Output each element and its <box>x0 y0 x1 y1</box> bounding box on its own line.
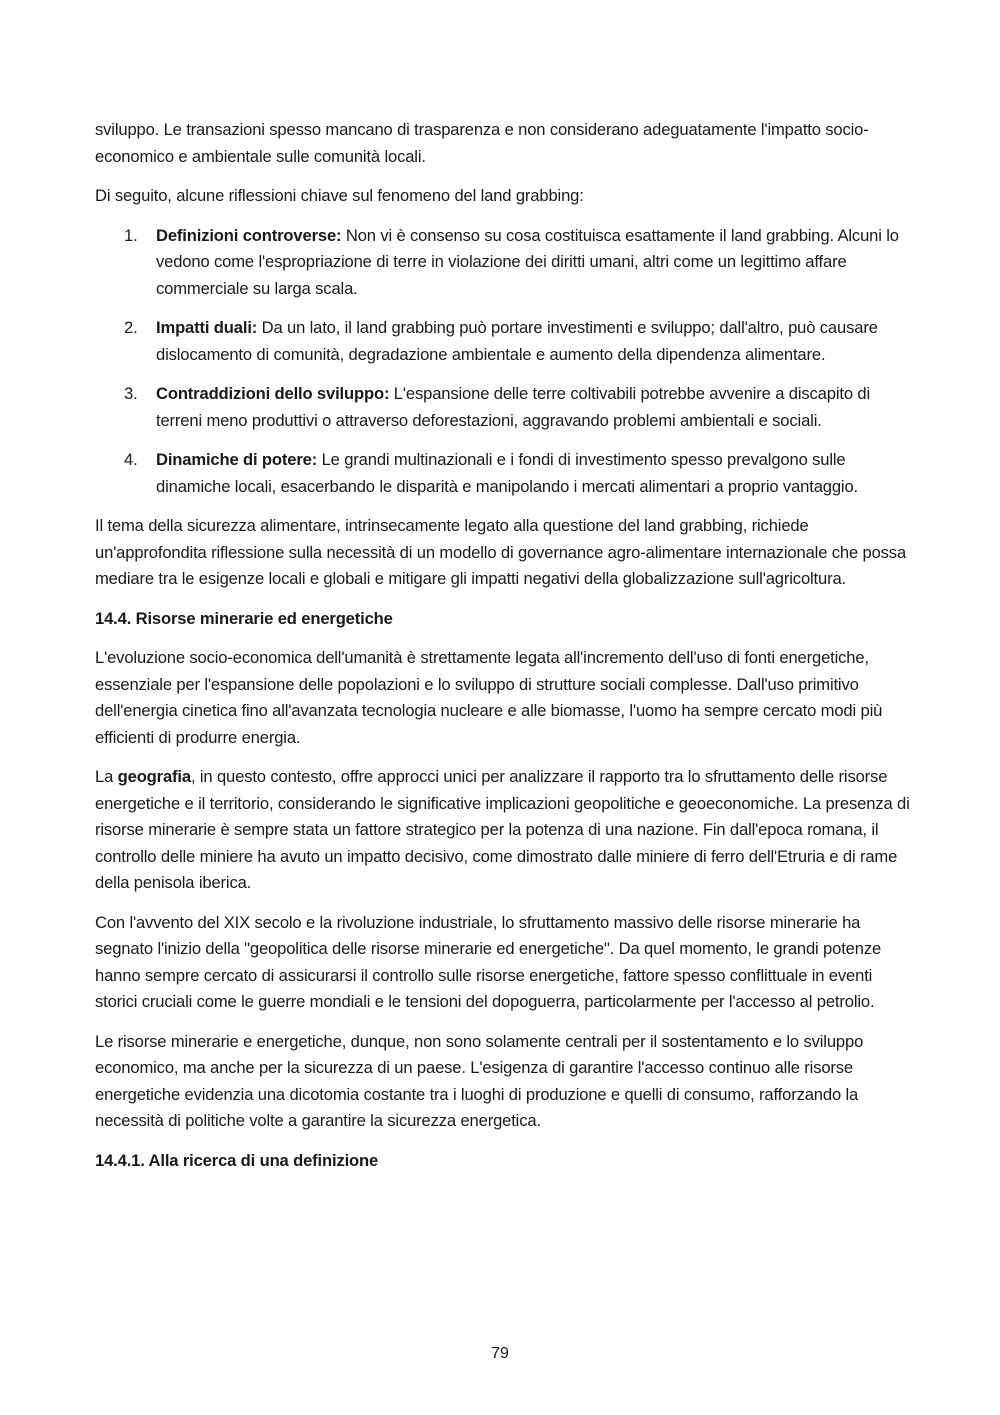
list-term: Impatti duali: <box>156 318 258 337</box>
reflections-list <box>95 223 910 501</box>
page-number: 79 <box>491 1345 509 1362</box>
geo-bold: geografia <box>117 767 191 786</box>
list-term: Dinamiche di potere: <box>156 450 318 469</box>
paragraph-evolution: L'evoluzione socio-economica dell'umanità è strettamente legata all'incremento dell'uso di fonti energetiche, essenziale per l'espansione delle popolazioni e lo sviluppo di strutture sociali complesse. Dall'uso primitivo dell'energia cinetica fino all'avanzata tecnologia nucleare e alle biomasse, l'uomo ha sempre cercato modi più efficienti di produrre energia. <box>95 648 883 747</box>
list-item <box>95 381 910 434</box>
list-text: Da un lato, il land grabbing può portare investimenti e sviluppo; dall'altro, può causare dislocamento di comunità, degradazione ambientale e aumento della dipendenza alimentare. <box>156 318 878 364</box>
paragraph-geography <box>95 764 910 897</box>
paragraph-xix-century: Con l'avvento del XIX secolo e la rivoluzione industriale, lo sfruttamento massivo delle risorse minerarie ha segnato l'inizio della "geopolitica delle risorse minerarie ed energetiche". Da quel momento, le grandi potenze hanno sempre cercato di assicurarsi il controllo sulle risorse energetiche, fattore spesso conflittuale in eventi storici cruciali come le guerre mondiali e le tensioni del dopoguerra, particolarmente per l'accesso al petrolio. <box>95 912 882 1011</box>
list-text: L'espansione delle terre coltivabili potrebbe avvenire a discapito di terreni meno produttivi o attraverso deforestazioni, aggravando problemi ambientali e sociali. <box>156 384 870 430</box>
list-item <box>95 315 910 368</box>
paragraph-food-security: Il tema della sicurezza alimentare, intrinsecamente legato alla questione del land grabbing, richiede un'approfondita riflessione sulla necessità di un modello di governance agro-alimentare internazionale che possa mediare tra le esigenze locali e globali e mitigare gli impatti negativi della globalizzazione sull'agricoltura. <box>95 516 907 588</box>
list-text: Le grandi multinazionali e i fondi di investimento spesso prevalgono sulle dinamiche locali, esacerbando le disparità e manipolando i mercati alimentari a proprio vantaggio. <box>156 450 858 496</box>
paragraph-list-lead: Di seguito, alcune riflessioni chiave sul fenomeno del land grabbing: <box>95 186 584 205</box>
geo-pre: La <box>95 767 118 786</box>
list-item <box>95 447 910 500</box>
list-number: 4. <box>124 450 138 469</box>
list-text: Non vi è consenso su cosa costituisca esattamente il land grabbing. Alcuni lo vedono come l'espropriazione di terre in violazione dei diritti umani, altri come un legittimo affare commerciale su larga scala. <box>156 225 899 298</box>
geo-post: , in questo contesto, offre approcci unici per analizzare il rapporto tra lo sfruttamento delle risorse energetiche e il territorio, considerando le significative implicazioni geopolitiche e geoeconomiche. La presenza di risorse minerarie è sempre stata un fattore strategico per la potenza di una nazione. Fin dall'epoca romana, il controllo delle miniere ha avuto un impatto decisivo, come dimostrato dalle miniere di ferro dell'Etruria e di rame della penisola iberica. <box>95 767 910 892</box>
paragraph-energy-security: Le risorse minerarie e energetiche, dunque, non sono solamente centrali per il sostentamento e lo sviluppo economico, ma anche per la sicurezza di un paese. L'esigenza di garantire l'accesso continuo alle risorse energetiche evidenzia una dicotomia costante tra i luoghi di produzione e quelli di consumo, rafforzando la necessità di politiche volte a garantire la sicurezza energetica. <box>95 1031 864 1130</box>
section-heading-14-4: 14.4. Risorse minerarie ed energetiche <box>95 608 393 628</box>
document-body <box>95 117 910 1187</box>
list-number: 1. <box>124 225 138 245</box>
list-number: 3. <box>124 384 138 403</box>
section-heading-14-4-1: 14.4.1. Alla ricerca di una definizione <box>95 1150 379 1170</box>
list-term: Contraddizioni dello sviluppo: <box>156 384 390 403</box>
list-term: Definizioni controverse: <box>156 225 342 245</box>
list-item <box>95 223 910 303</box>
paragraph-intro: sviluppo. Le transazioni spesso mancano di trasparenza e non considerano adeguatamente l'impatto socio-economico e ambientale sulle comunità locali. <box>95 120 869 166</box>
list-number: 2. <box>124 318 138 337</box>
